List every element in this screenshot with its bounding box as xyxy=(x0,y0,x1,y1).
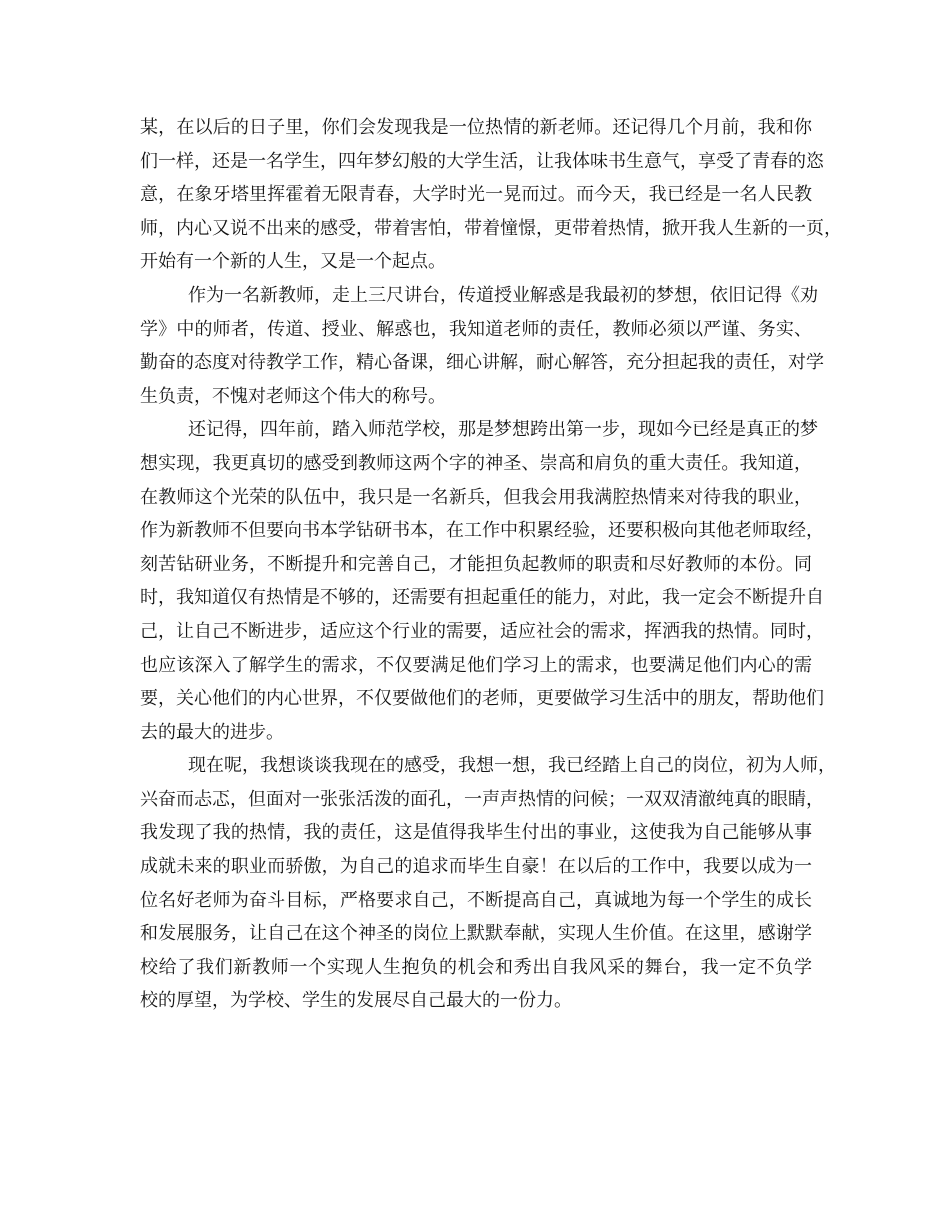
paragraph xyxy=(140,111,842,279)
text-line: 己，让自己不断进步，适应这个行业的需要，适应社会的需求，挥洒我的热情。同时， xyxy=(140,620,824,642)
text-line: 师，内心又说不出来的感受，带着害怕，带着憧憬，更带着热情，掀开我人生新的一页， xyxy=(140,217,842,239)
text-line: 生负责，不愧对老师这个伟大的称号。 xyxy=(140,385,446,407)
text-line: 作为新教师不但要向书本学钻研书本，在工作中积累经验，还要积极向其他老师取经， xyxy=(140,520,824,542)
paragraph xyxy=(140,413,824,749)
text-line: 时，我知道仅有热情是不够的，还需要有担起重任的能力，对此，我一定会不断提升自 xyxy=(140,587,824,609)
document-body xyxy=(140,111,842,1018)
text-line: 要，关心他们的内心世界，不仅要做他们的老师，更要做学习生活中的朋友，帮助他们 xyxy=(140,688,824,710)
text-line: 去的最大的进步。 xyxy=(140,721,284,743)
text-line: 作为一名新教师，走上三尺讲台，传道授业解惑是我最初的梦想，依旧记得《劝 xyxy=(188,284,818,306)
text-line: 们一样，还是一名学生，四年梦幻般的大学生活，让我体味书生意气，享受了青春的恣 xyxy=(140,150,824,172)
text-line: 勤奋的态度对待教学工作，精心备课，细心讲解，耐心解答，充分担起我的责任，对学 xyxy=(140,352,824,374)
paragraph xyxy=(140,279,824,413)
text-line: 校的厚望，为学校、学生的发展尽自己最大的一份力。 xyxy=(140,990,572,1012)
text-line: 我发现了我的热情，我的责任，这是值得我毕生付出的事业，这使我为自己能够从事 xyxy=(140,822,812,844)
text-line: 想实现，我更真切的感受到教师这两个字的神圣、崇高和肩负的重大责任。我知道， xyxy=(140,452,812,474)
text-line: 校给了我们新教师一个实现人生抱负的机会和秀出自我风采的舞台，我一定不负学 xyxy=(140,956,812,978)
text-line: 学》中的师者，传道、授业、解惑也，我知道老师的责任，教师必须以严谨、务实、 xyxy=(140,318,812,340)
text-line: 成就未来的职业而骄傲，为自己的追求而毕生自豪！在以后的工作中，我要以成为一 xyxy=(140,856,812,878)
text-line: 也应该深入了解学生的需求，不仅要满足他们学习上的需求，也要满足他们内心的需 xyxy=(140,654,812,676)
text-line: 和发展服务，让自己在这个神圣的岗位上默默奉献，实现人生价值。在这里，感谢学 xyxy=(140,923,812,945)
paragraph xyxy=(140,749,836,1018)
text-line: 位名好老师为奋斗目标，严格要求自己，不断提高自己，真诚地为每一个学生的成长 xyxy=(140,889,812,911)
text-line: 兴奋而忐忑，但面对一张张活泼的面孔，一声声热情的问候；一双双清澈纯真的眼睛， xyxy=(140,788,824,810)
text-line: 开始有一个新的人生，又是一个起点。 xyxy=(140,251,446,273)
text-line: 意，在象牙塔里挥霍着无限青春，大学时光一晃而过。而今天，我已经是一名人民教 xyxy=(140,184,812,206)
text-line: 某，在以后的日子里，你们会发现我是一位热情的新老师。还记得几个月前，我和你 xyxy=(140,117,812,138)
text-line: 现在呢，我想谈谈我现在的感受，我想一想，我已经踏上自己的岗位，初为人师， xyxy=(188,755,836,777)
text-line: 刻苦钻研业务，不断提升和完善自己，才能担负起教师的职责和尽好教师的本份。同 xyxy=(140,553,812,575)
text-line: 还记得，四年前，踏入师范学校，那是梦想跨出第一步，现如今已经是真正的梦 xyxy=(188,419,818,441)
text-line: 在教师这个光荣的队伍中，我只是一名新兵，但我会用我满腔热情来对待我的职业， xyxy=(140,486,812,508)
